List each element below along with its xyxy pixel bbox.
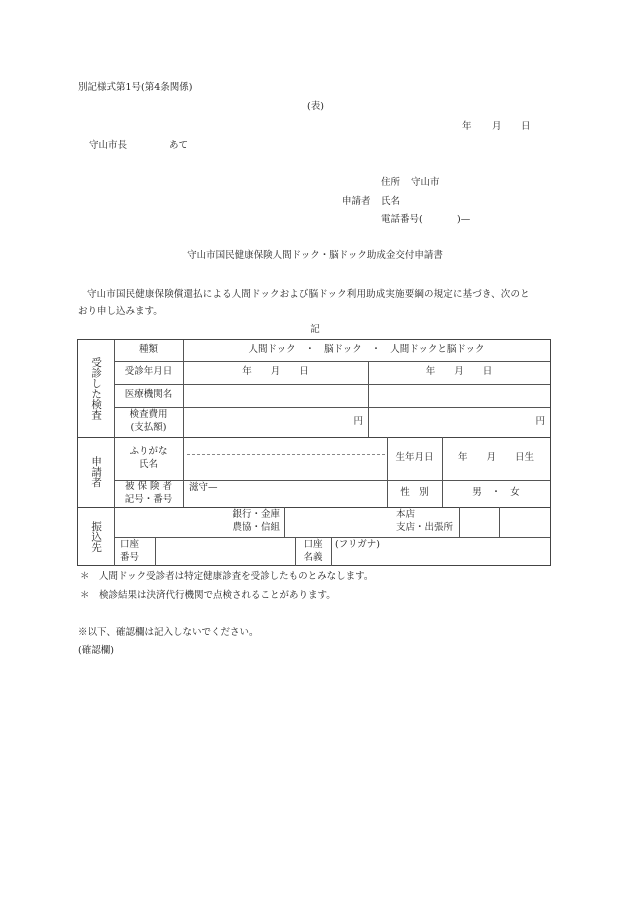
applicant-role-label: 申請者: [342, 196, 371, 207]
addressee-suffix: あて: [169, 140, 189, 151]
phone-label: 電話番号(: [381, 214, 423, 225]
confirmation-label: (確認欄): [78, 645, 114, 656]
date-month-label: 月: [492, 121, 502, 132]
side-label: (表): [307, 101, 324, 112]
account-name-label: 口座 名義: [303, 538, 323, 563]
date-day-label: 日: [521, 121, 531, 132]
phone-suffix: )—: [457, 214, 471, 225]
cost-field-1[interactable]: [183, 407, 368, 437]
body-paragraph-line2: おり申し込みます。: [78, 306, 163, 317]
account-number-label: 口座 番号: [120, 538, 140, 563]
date-year-label: 年: [462, 121, 472, 132]
account-number-field[interactable]: [155, 537, 295, 566]
section-exam-label: 受診した検査: [90, 357, 103, 420]
cost-label: 検査費用 (支払額): [129, 409, 168, 433]
form-number: 別記様式第1号(第4条関係): [78, 82, 193, 93]
exam-date-field-2[interactable]: 年 月 日: [425, 366, 493, 378]
confirmation-notice: ※以下、確認欄は記入しないでください。: [78, 627, 259, 638]
bank-name-field[interactable]: 銀行・金庫 農協・信組: [232, 509, 280, 533]
branch-name-field[interactable]: 本店 支店・出張所: [396, 509, 454, 533]
note-1: ＊ 人間ドック受診者は特定健康診査を受診したものとみなします。: [80, 571, 374, 582]
section-bank-label: 振込先: [90, 520, 103, 553]
section-applicant-label: 申請者: [90, 456, 103, 488]
sex-label: 性 別: [400, 487, 429, 499]
bank-extra-field-1[interactable]: [459, 507, 499, 537]
sex-options[interactable]: 男 ・ 女: [472, 487, 520, 499]
application-table: [77, 339, 551, 566]
exam-date-label: 受診年月日: [124, 366, 173, 378]
institution-field-2[interactable]: [368, 384, 550, 407]
cost-field-2[interactable]: [368, 407, 550, 437]
ki-label: 記: [310, 324, 320, 335]
furigana-name-label: ふりがな 氏名: [129, 445, 168, 470]
exam-date-field-1[interactable]: 年 月 日: [242, 366, 309, 378]
birthdate-label: 生年月日: [395, 452, 434, 464]
bank-extra-field-2[interactable]: [499, 507, 550, 537]
insured-number-label: 被 保 険 者 記号・番号: [124, 480, 173, 505]
applicant-name-field[interactable]: [183, 437, 387, 480]
exam-type-options[interactable]: 人間ドック ・ 脳ドック ・ 人間ドックと脳ドック: [248, 344, 485, 356]
yen-unit-1: 円: [353, 415, 363, 427]
account-name-field[interactable]: (フリガナ): [335, 539, 380, 550]
yen-unit-2: 円: [535, 415, 545, 427]
institution-field-1[interactable]: [183, 384, 368, 407]
institution-label: 医療機関名: [124, 389, 173, 401]
document-title: 守山市国民健康保険人間ドック・脳ドック助成金交付申請書: [187, 250, 443, 261]
body-paragraph-line1: 守山市国民健康保険償還払による人間ドックおよび脳ドック利用助成実施要綱の規定に基づき、次のと: [87, 289, 530, 300]
address-value: 守山市: [411, 177, 440, 188]
address-label: 住所: [381, 177, 401, 188]
applicant-name-label: 氏名: [381, 196, 401, 207]
addressee: 守山市長: [89, 140, 128, 151]
insured-number-field[interactable]: 滋守—: [189, 482, 218, 493]
birthdate-field[interactable]: 年 月 日生: [457, 452, 534, 464]
note-2: ＊ 検診結果は決済代行機関で点検されることがあります。: [80, 590, 336, 601]
exam-type-label: 種類: [138, 344, 158, 356]
